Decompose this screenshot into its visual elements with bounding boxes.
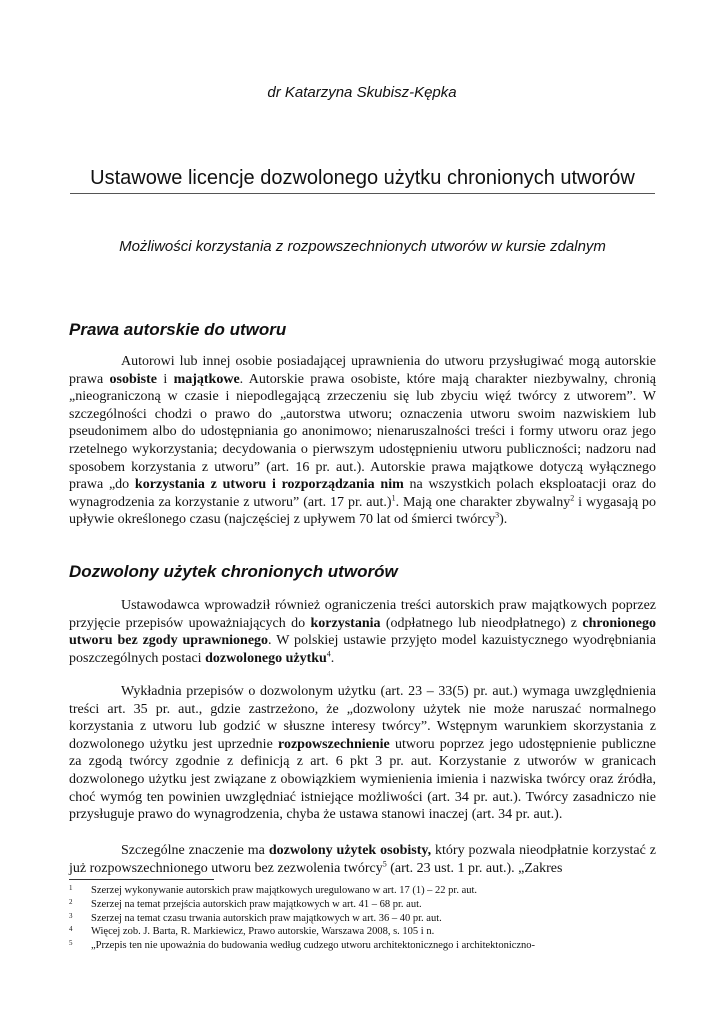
footnote-number: 3 (69, 911, 73, 920)
footnote-number: 4 (69, 925, 73, 934)
footnote (69, 884, 656, 898)
author-name: dr Katarzyna Skubisz-Kępka (267, 84, 457, 101)
footnote (69, 939, 656, 953)
footnote-text: Szerzej wykonywanie autorskich praw majątkowych uregulowano w art. 17 (1) – 22 pr. aut. (91, 885, 478, 896)
paragraph-fair-use-2: Wykładnia przepisów o dozwolonym użytku (art. 23 – 33(5) pr. aut.) wymaga uwzględnienia treści art. 35 pr. aut., gdzie zastrzeżono, że „dozwolony użytek nie może naruszać normalnego korzystania z utworu lub godzić w słuszne interesy twórcy”. Wstępnym warunkiem skorzystania z dozwolonego użytku jest uprzednie rozpowszechnienie utworu poprzez jego udostępnienie publiczne za zgodą twórcy zgodnie z definicją z art. 6 pkt 3 pr. aut. Korzystanie z utworów w granicach dozwolonego użytku jest związane z obowiązkiem wymienienia imienia i nazwiska twórcy oraz źródła, choć wymóg ten powinien uwzględniać istniejące możliwości (art. 34 pr. aut.). Twórcy zasadniczo nie przysługuje prawo do wynagrodzenia, chyba że ustawa stanowi inaczej (art. 34 pr. aut.). (69, 684, 657, 823)
paragraph-fair-use-1: Ustawodawca wprowadził również ograniczenia treści autorskich praw majątkowych poprzez przyjęcie przepisów upoważniających do korzystania (odpłatnego lub nieodpłatnego) z chronionego utworu bez zgody uprawnionego. W polskiej ustawie przyjęto model kazuistycznego wyodrębniania poszczególnych postaci dozwolonego użytku$^4$. (69, 598, 656, 666)
footnote-ref[interactable]: 2 (570, 493, 575, 503)
footnote (69, 898, 656, 912)
footnote-separator (69, 879, 214, 880)
footnote-text: Więcej zob. J. Barta, R. Markiewicz, Prawo autorskie, Warszawa 2008, s. 105 i n. (91, 926, 435, 938)
footnote-ref[interactable]: 1 (391, 493, 396, 503)
footnote-number: 5 (69, 939, 73, 948)
section-heading-copyright: Prawa autorskie do utworu (69, 320, 287, 339)
section-heading-fair-use: Dozwolony użytek chronionych utworów (69, 562, 398, 581)
footnote (69, 925, 656, 939)
footnotes (69, 884, 656, 953)
footnote-text: „Przepis ten nie upoważnia do budowania według cudzego utworu architektonicznego i architektoniczno- (91, 940, 536, 952)
footnote-text: Szerzej na temat czasu trwania autorskich praw majątkowych w art. 36 – 40 pr. aut. (91, 912, 442, 924)
footnote (69, 912, 656, 926)
paragraph-fair-use-3: Szczególne znaczenie ma dozwolony użytek osobisty, który pozwala nieodpłatnie korzystać z już rozpowszechnionego utworu bez zezwolenia twórcy$^5$ (art. 23 ust. 1 pr. aut.). „Zakres (69, 843, 656, 876)
footnote-text: Szerzej na temat przejścia autorskich praw majątkowych w art. 41 – 68 pr. aut. (91, 898, 422, 910)
footnote-ref[interactable]: 5 (382, 858, 387, 868)
paragraph-copyright: Autorowi lub innej osobie posiadającej uprawnienia do utworu przysługiwać mogą autorskie prawa osobiste i majątkowe. Autorskie prawa osobiste, które mają charakter niezbywalny, chronią „nieograniczoną w czasie i niepodlegającą zrzeczeniu się lub zbyciu więź twórcy z utworem”. W szczególności chodzi o prawo do „autorstwa utworu; oznaczenia utworu swoim nazwiskiem lub pseudonimem albo do udostępniania go anonimowo; nienaruszalności treści i formy utworu oraz jego rzetelnego wykorzystania; decydowania o pierwszym udostępnieniu utworu publiczności; nadzoru nad sposobem korzystania z utworu” (art. 16 pr. aut.). Autorskie prawa majątkowe dotyczą wyłącznego prawa „do korzystania z utworu i rozporządzania nim na wszystkich polach eksploatacji oraz do wynagrodzenia za korzystanie z utworu” (art. 17 pr. aut.)$^1$. Mają one charakter zbywalny$^2$ i wygasają po upływie określonego czasu (najczęściej z upływem 70 lat od śmierci twórcy$^3$). (69, 354, 657, 528)
footnote-number: 2 (69, 897, 73, 906)
footnote-ref[interactable]: 3 (495, 510, 500, 520)
footnote-ref[interactable]: 4 (326, 649, 331, 659)
document-subtitle: Możliwości korzystania z rozpowszechnionych utworów w kursie zdalnym (119, 238, 606, 255)
document-title: Ustawowe licencje dozwolonego użytku chronionych utworów (70, 166, 655, 194)
footnote-number: 1 (69, 884, 73, 892)
